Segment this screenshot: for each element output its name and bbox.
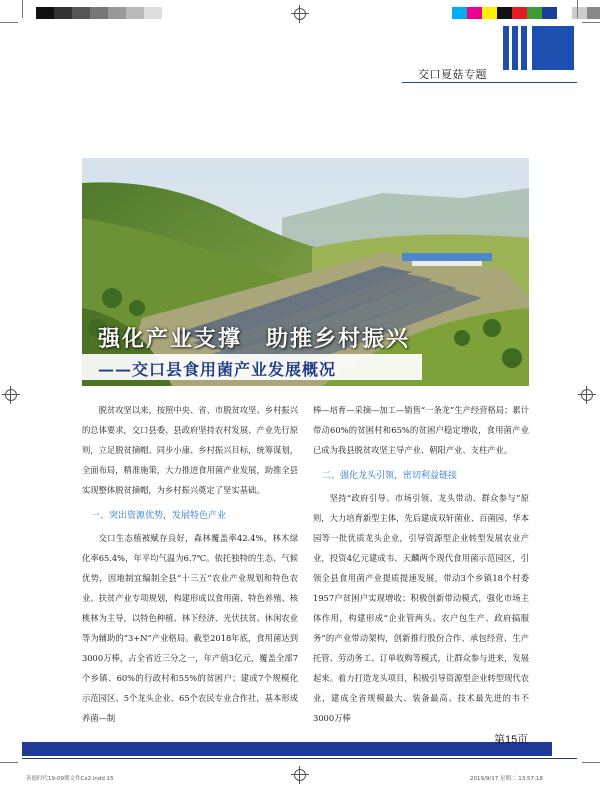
gray-swatch xyxy=(162,7,180,19)
registration-mark-bottom xyxy=(291,766,309,784)
trim-mark xyxy=(582,22,600,23)
color-swatch xyxy=(452,7,467,19)
trim-mark xyxy=(577,0,578,18)
registration-mark-right xyxy=(578,386,596,404)
color-swatch xyxy=(482,7,497,19)
section-2-paragraph: 坚持“政府引导、市场引领、龙头带动、群众参与”原则，大力培育新型主体，先后建成双轩菌业、百菌园、华本园等一批优质龙头企业，引导资源型企业转型发展农业产业，投资4亿元建成韦、天麟两个现代食用菌示范园区，引领全县食用菌产业提质提速发展，带动3个乡镇18个村委1957户贫困户实现增收；积极创新带动模式，强化市场主体作用，构建形成“企业管两头、农户包生产、政府搞服务”的产业带动架构，创新推行股份合作、承包经营、生产托管、劳动务工、订单收购等模式，让群众参与进来，发展起来。着力打造龙头项目，积极引导资源型企业转型现代农业，建成全省规模最大、装备最高、技术最先进的韦不3000万棒 xyxy=(313,493,529,723)
trim-mark xyxy=(0,22,18,23)
gray-swatch xyxy=(144,7,162,19)
color-swatch xyxy=(467,7,482,19)
color-swatch xyxy=(527,7,542,19)
print-timestamp: 2019/9/17 星期二 13:57:18 xyxy=(470,776,543,782)
gray-swatch xyxy=(36,7,54,19)
header-stripes xyxy=(503,26,527,70)
continuation-paragraph: 棒—培育—采摘—加工—销售“一条龙”生产经营格局；累计带动60%的贫困村和65%的贫困户稳定增收，食用菌产业已成为我县脱贫攻坚主导产业、朝阳产业、支柱产业。 xyxy=(313,405,529,455)
color-swatch xyxy=(542,7,557,19)
footer-bar xyxy=(22,742,552,756)
article-title: 强化产业支撑 助推乡村振兴 xyxy=(98,326,411,352)
trim-mark xyxy=(0,762,18,763)
left-column xyxy=(82,400,298,728)
section-1-paragraph: 交口生态植被赋存良好，森林覆盖率42.4%，林木绿化率65.4%，年平均气温为6.7℃。依托独特的生态、气候优势，因地制宜编制全县“十三五”农业产业规划和特色农业、扶贫产业专项规划，构建形成以食用菌、特色养殖、核桃林为主导，以特色种植、林下经济、光伏扶贫、休闲农业等为辅助的“3+N”产业格局。截至2018年底，食用菌达到3000万棒，占全省近三分之一，年产值3亿元，覆盖全部7个乡镇、60%的行政村和55%的贫困户；建成7个规模化示范园区、5个龙头企业、65个农民专业合作社，基本形成养菌—制 xyxy=(82,533,298,723)
trim-mark xyxy=(22,0,23,18)
color-swatch xyxy=(512,7,527,19)
registration-mark-top xyxy=(291,5,309,23)
header-block xyxy=(532,26,574,70)
color-swatch xyxy=(572,7,587,19)
right-column xyxy=(313,400,529,728)
section-heading-2: 二、强化龙头引领，密切利益链接 xyxy=(322,471,458,481)
color-swatch xyxy=(497,7,512,19)
trim-mark xyxy=(582,762,600,763)
footer-rule xyxy=(22,758,577,759)
gray-swatch xyxy=(126,7,144,19)
section-title: 交口夏菇专题 xyxy=(418,68,487,81)
gray-swatch xyxy=(54,7,72,19)
color-swatch xyxy=(557,7,572,19)
grayscale-color-bar xyxy=(36,7,180,19)
registration-mark-left xyxy=(2,386,20,404)
gray-swatch xyxy=(90,7,108,19)
article-subtitle: ——交口县食用菌产业发展概况 xyxy=(98,360,337,379)
section-heading-1: 一、突出资源优势，发展特色产业 xyxy=(91,511,227,521)
header-rule xyxy=(402,82,577,83)
file-info: 善德时代19-09期文件Cx2.indd 15 xyxy=(26,776,114,782)
gray-swatch xyxy=(72,7,90,19)
color-swatch xyxy=(587,7,600,19)
intro-paragraph: 脱贫攻坚以来，按照中央、省、市脱贫攻坚、乡村振兴的总体要求，交口县委、县政府坚持农村发展、产业先行原则，立足脱贫摘帽、同步小康、乡村振兴目标，统筹谋划，全面布局，精准施策，大力推进食用菌产业发展，助推全县实现整体脱贫摘帽，为乡村振兴奠定了坚实基础。 xyxy=(82,405,298,495)
gray-swatch xyxy=(108,7,126,19)
page-number: 第15页 xyxy=(494,734,529,746)
